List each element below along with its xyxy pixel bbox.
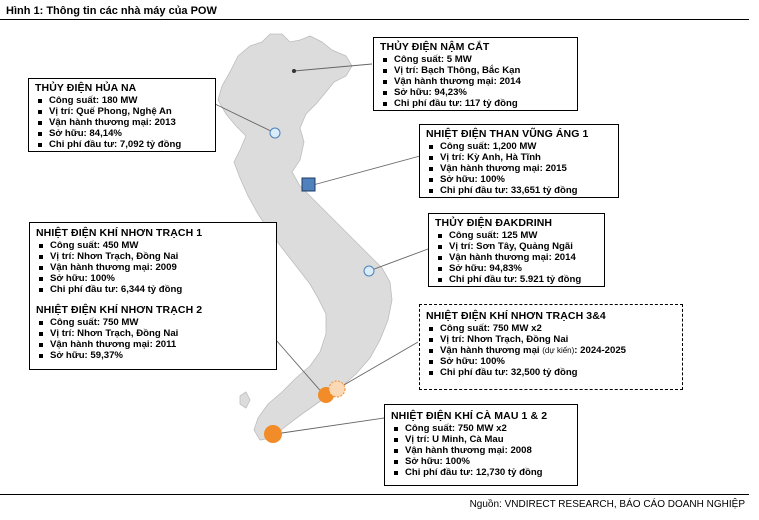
vung-ang-cod: Vận hành thương mại: 2015 <box>440 163 612 174</box>
dakdrinh-marker <box>364 266 374 276</box>
nhon-trach-1-investment: Chi phí đầu tư: 6,344 tỷ đồng <box>50 284 270 295</box>
nhon-trach-34-cod-note: (dự kiến) <box>542 346 575 355</box>
nhon-trach-34-title: NHIỆT ĐIỆN KHÍ NHƠN TRẠCH 3&4 <box>426 310 606 322</box>
nhon-trach-1-title: NHIỆT ĐIỆN KHÍ NHƠN TRẠCH 1 <box>36 227 203 239</box>
nhon-trach-2-title: NHIỆT ĐIỆN KHÍ NHƠN TRẠCH 2 <box>36 304 203 316</box>
nhon-trach-2-location: Vị trí: Nhơn Trạch, Đồng Nai <box>50 328 270 339</box>
nhon-trach-1-cod: Vận hành thương mại: 2009 <box>50 262 270 273</box>
figure-title: Hình 1: Thông tin các nhà máy của POW <box>6 5 217 17</box>
dakdrinh-capacity: Công suất: 125 MW <box>449 230 598 241</box>
ca-mau-cod: Vận hành thương mại: 2008 <box>405 445 571 456</box>
ca-mau-ownership: Sở hữu: 100% <box>405 456 571 467</box>
nhon-trach-34-box <box>419 304 683 390</box>
nam-cat-marker <box>292 69 296 73</box>
nhon-trach-34-ownership: Sở hữu: 100% <box>440 356 676 367</box>
vung-ang-investment: Chi phí đầu tư: 33,651 tỷ đồng <box>440 185 612 196</box>
ca-mau-marker <box>264 425 282 443</box>
dakdrinh-box <box>428 213 605 287</box>
nam-cat-cod: Vận hành thương mại: 2014 <box>394 76 571 87</box>
ca-mau-investment: Chi phí đầu tư: 12,730 tỷ đồng <box>405 467 571 478</box>
hua-na-ownership: Sở hữu: 84,14% <box>49 128 209 139</box>
nhon-trach-34-cod <box>440 345 676 356</box>
hua-na-location: Vị trí: Quế Phong, Nghệ An <box>49 106 209 117</box>
hua-na-capacity: Công suất: 180 MW <box>49 95 209 106</box>
dakdrinh-cod: Vận hành thương mại: 2014 <box>449 252 598 263</box>
hua-na-marker <box>270 128 280 138</box>
dakdrinh-ownership: Sở hữu: 94,83% <box>449 263 598 274</box>
dakdrinh-investment: Chi phí đầu tư: 5.921 tỷ đồng <box>449 274 598 285</box>
dakdrinh-location: Vị trí: Sơn Tây, Quảng Ngãi <box>449 241 598 252</box>
nhon-trach-34-cod-label: Vận hành thương mại <box>440 345 543 356</box>
nhon-trach-34-cod-value: : 2024-2025 <box>574 345 627 356</box>
ca-mau-location: Vị trí: U Minh, Cà Mau <box>405 434 571 445</box>
nam-cat-capacity: Công suất: 5 MW <box>394 54 571 65</box>
nhon-trach-34-capacity: Công suất: 750 MW x2 <box>440 323 676 334</box>
vung-ang-title: NHIỆT ĐIỆN THAN VŨNG ÁNG 1 <box>426 128 589 140</box>
nhon-trach-34-investment: Chi phí đầu tư: 32,500 tỷ đồng <box>440 367 676 378</box>
vung-ang-capacity: Công suất: 1,200 MW <box>440 141 612 152</box>
vung-ang-ownership: Sở hữu: 100% <box>440 174 612 185</box>
hua-na-title: THỦY ĐIỆN HỦA NA <box>35 82 137 94</box>
hua-na-box <box>28 78 216 152</box>
nam-cat-ownership: Sở hữu: 94,23% <box>394 87 571 98</box>
ca-mau-title: NHIỆT ĐIỆN KHÍ CÀ MAU 1 & 2 <box>391 410 548 422</box>
ca-mau-box <box>384 404 578 486</box>
phu-quoc-island <box>240 392 250 408</box>
hua-na-investment: Chi phí đầu tư: 7,092 tỷ đồng <box>49 139 209 150</box>
nhon-trach-2-cod: Vận hành thương mại: 2011 <box>50 339 270 350</box>
hua-na-cod: Vận hành thương mại: 2013 <box>49 117 209 128</box>
source-note: Nguồn: VNDIRECT RESEARCH, BÁO CÁO DOANH NGHIỆP <box>469 499 745 510</box>
bottom-rule <box>0 494 749 495</box>
ca-mau-capacity: Công suất: 750 MW x2 <box>405 423 571 434</box>
nhon-trach-34-marker <box>329 381 345 397</box>
nhon-trach-1-capacity: Công suất: 450 MW <box>50 240 270 251</box>
nhon-trach-2-ownership: Sở hữu: 59,37% <box>50 350 270 361</box>
vung-ang-box <box>419 124 619 198</box>
vung-ang-location: Vị trí: Kỳ Anh, Hà Tĩnh <box>440 152 612 163</box>
vung-ang-marker <box>302 178 315 191</box>
nhon-trach-2-capacity: Công suất: 750 MW <box>50 317 270 328</box>
nam-cat-investment: Chi phí đầu tư: 117 tỷ đồng <box>394 98 571 109</box>
nam-cat-title: THỦY ĐIỆN NẬM CẮT <box>380 41 490 53</box>
nam-cat-location: Vị trí: Bạch Thông, Bắc Kạn <box>394 65 571 76</box>
nhon-trach-1-ownership: Sở hữu: 100% <box>50 273 270 284</box>
nhon-trach-1-location: Vị trí: Nhơn Trạch, Đồng Nai <box>50 251 270 262</box>
nhon-trach-1-2-box <box>29 222 277 370</box>
dakdrinh-title: THỦY ĐIỆN ĐAKDRINH <box>435 217 553 229</box>
nhon-trach-34-location: Vị trí: Nhơn Trạch, Đồng Nai <box>440 334 676 345</box>
nam-cat-box <box>373 37 578 111</box>
